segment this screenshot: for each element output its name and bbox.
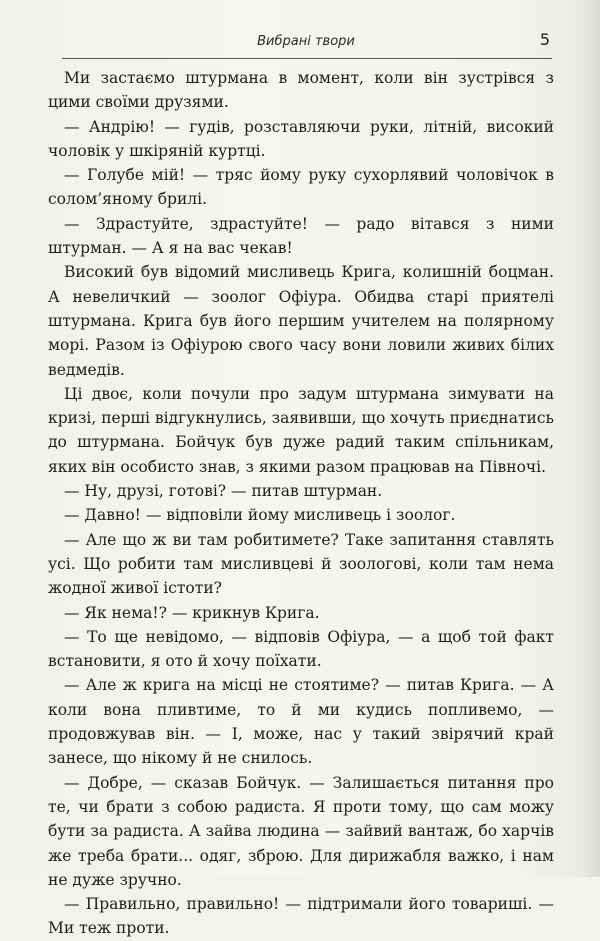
page-header xyxy=(62,28,550,54)
paragraph: — Давно! — відповіли йому мисливець і зоолог. xyxy=(64,506,456,525)
paragraph: — Як нема!? — крикнув Крига. xyxy=(64,603,320,622)
paragraph: — То ще невідомо, — відповів Офіура, — а щоб той факт встановити, я ото й хочу поїхати. xyxy=(48,627,554,671)
paragraph: — Андрію! — гудів, розставляючи руки, літній, високий чоловік у шкіряній куртці. xyxy=(48,117,554,160)
page-number: 5 xyxy=(539,30,550,49)
paragraph: — Ну, друзі, готові? — питав штурман. xyxy=(64,482,383,501)
header-rule xyxy=(62,58,552,59)
paragraph: — Але ж крига на місці не стоятиме? — питав Крига. — А коли вона пливтиме, то й ми кудись попливемо, — продовжував він. — І, може, нас у такий звірячий край занесе, що нікому й не снилось. xyxy=(48,676,554,768)
paragraph: — Добре, — сказав Бойчук. — Залишається питання про те, чи брати з собою радиста. Я проти тому, що сам можу бути за радиста. А зайва людина — зайвий вантаж, бо харчів же треба брати... одяг, зброю. Для дирижабля важко, і нам не дуже зручно. xyxy=(48,773,554,889)
running-head: Вибрані твори xyxy=(257,34,355,49)
paragraph: Ці двоє, коли почули про задум штурмана зимувати на кризі, перші відгукнулись, заявивши, що хочуть приєднатись до штурмана. Бойчук був дуже радий таким спільникам, яких він особисто знав, з якими разом працював на Півночі. xyxy=(48,384,554,476)
paragraph: Високий був відомий мисливець Крига, колишній боцман. А невеличкий — зоолог Офіура. Обидва старі приятелі штурмана. Крига був його першим учителем на полярному морі. Разом із Офіурою свого часу вони ловили живих білих ведмедів. xyxy=(48,263,554,379)
paragraph: — Здрастуйте, здрастуйте! — радо вітався з ними штурман. — А я на вас чекав! xyxy=(48,214,554,258)
paragraph: Ми застаємо штурмана в момент, коли він зустрівся з цими своїми друзями. xyxy=(48,69,554,112)
paragraph: — Голубе мій! — тряс йому руку сухорлявий чоловічок в солом’яному брилі. xyxy=(48,166,554,209)
paragraph: — Але що ж ви там робитимете? Таке запитання ставлять усі. Що робити там мисливцеві й зоологові, коли там нема жодної живої істоти? xyxy=(48,530,554,598)
paragraph: — Правильно, правильно! — підтримали його товариші. — Ми теж проти. xyxy=(48,895,554,938)
page-edge-shadow xyxy=(582,0,600,877)
body-text xyxy=(48,66,554,941)
